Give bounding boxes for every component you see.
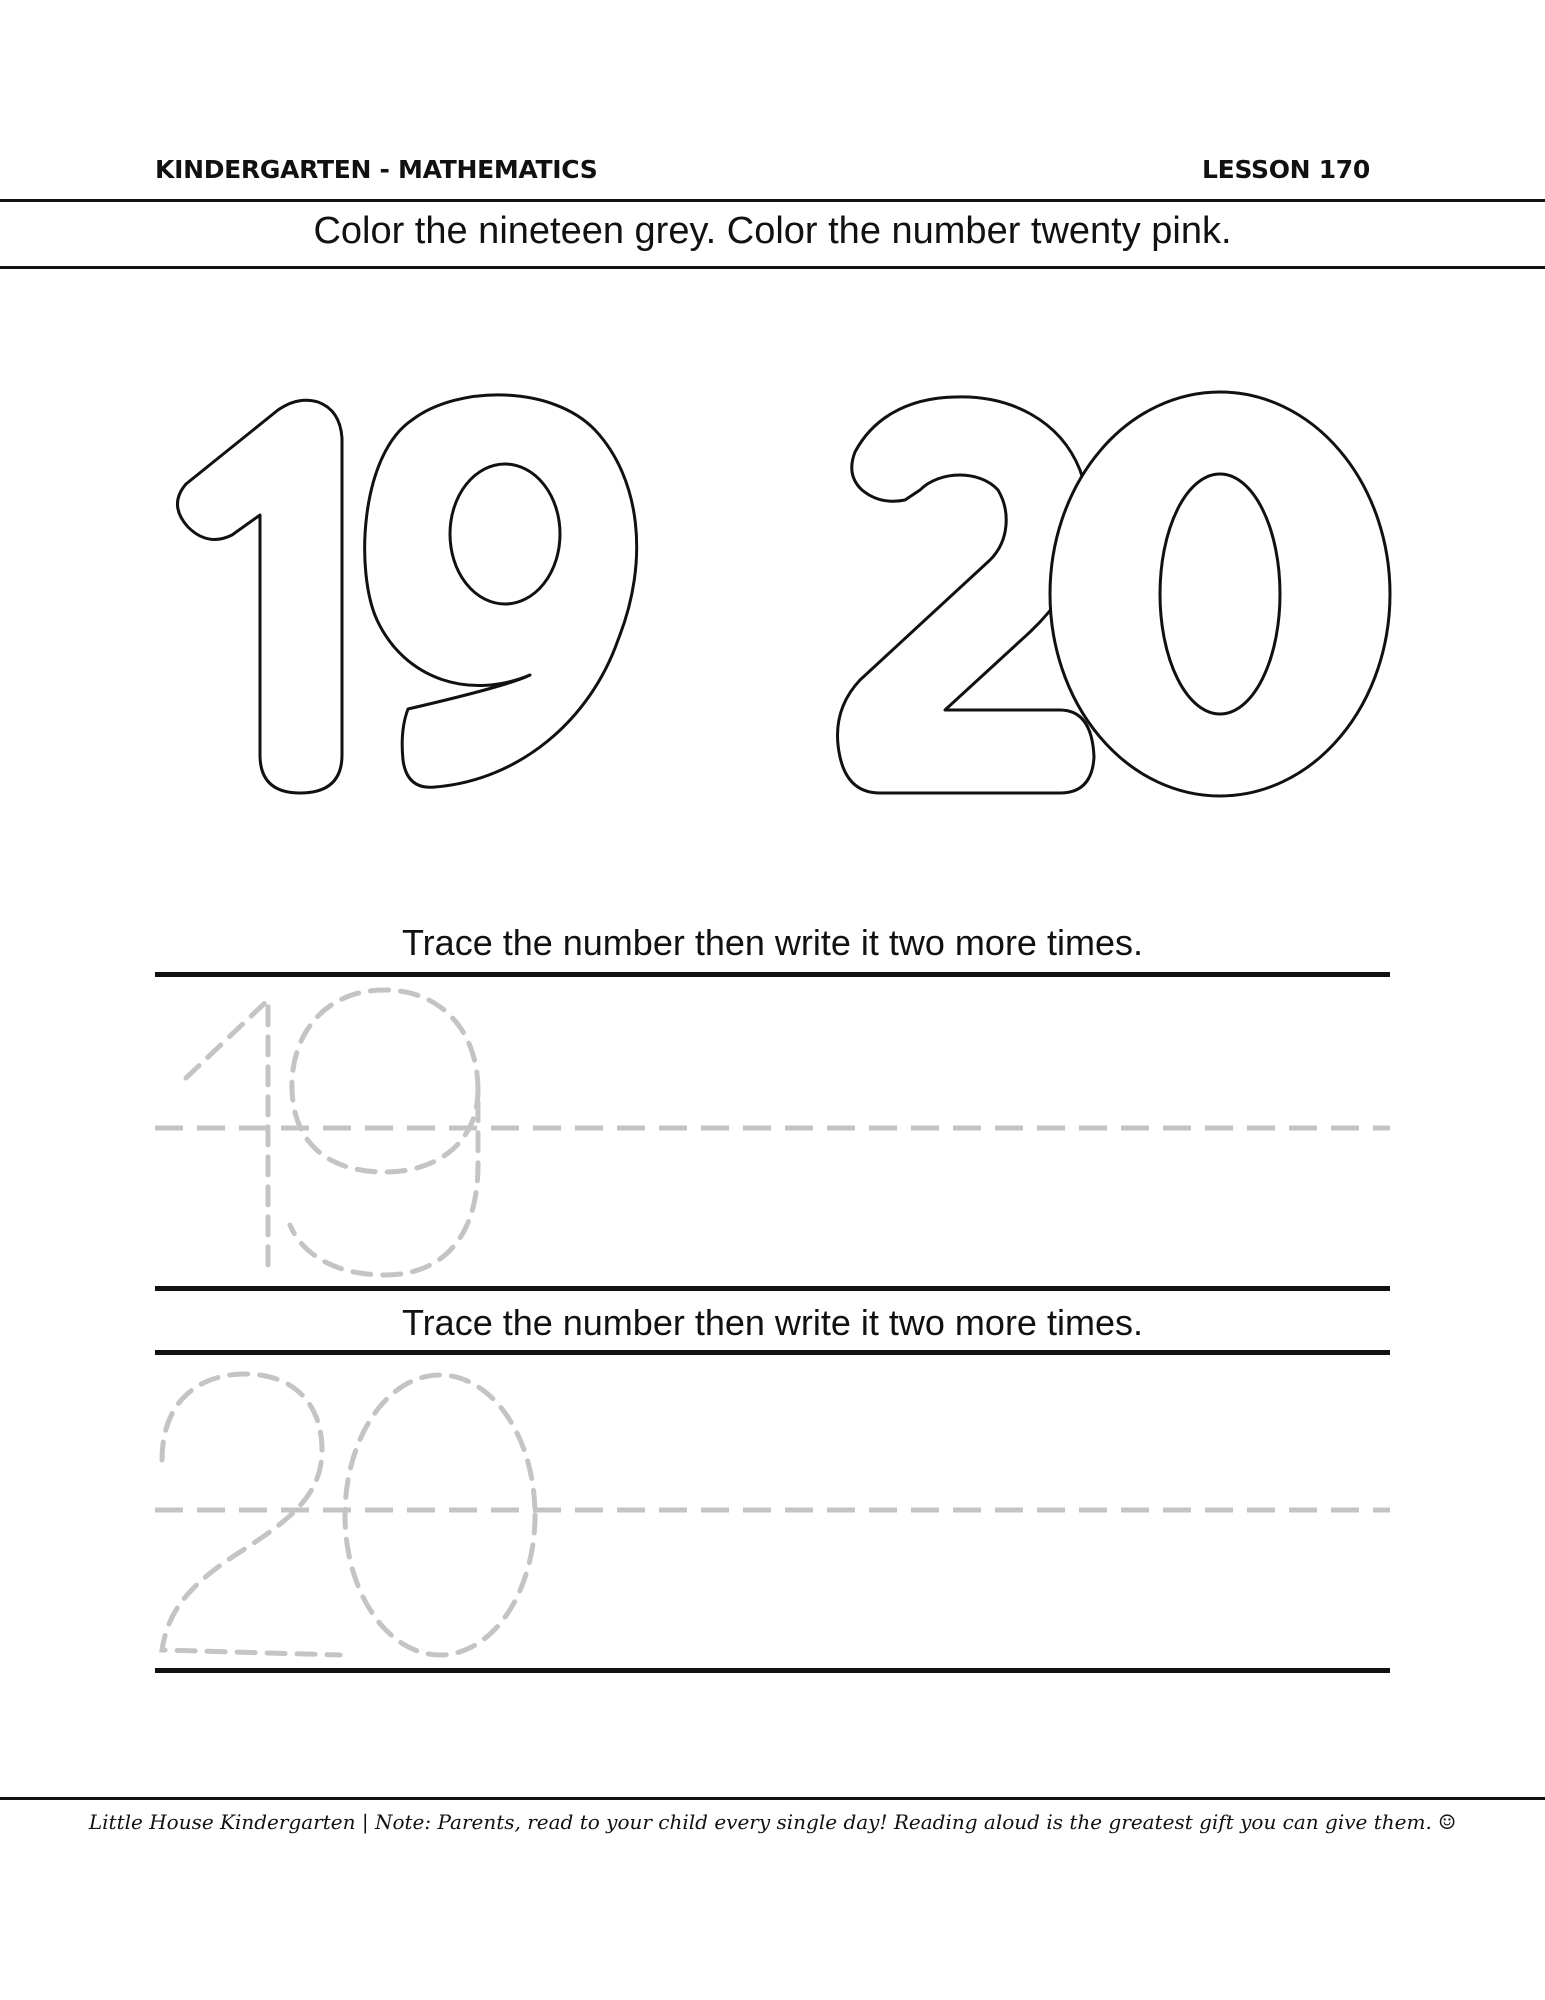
trace-section-20 bbox=[155, 1350, 1390, 1673]
outline-digit-one[interactable] bbox=[177, 400, 342, 793]
trace-digit-two[interactable] bbox=[162, 1374, 340, 1655]
outline-digit-zero-hole[interactable] bbox=[1160, 474, 1280, 714]
outline-number-19[interactable] bbox=[177, 392, 1390, 796]
trace-instruction-19: Trace the number then write it two more times. bbox=[402, 922, 1143, 963]
trace-bottom-line-19 bbox=[155, 1286, 1390, 1291]
trace-top-line-20 bbox=[155, 1350, 1390, 1355]
trace-top-line-19 bbox=[155, 972, 1390, 977]
outline-digit-nine-hole[interactable] bbox=[450, 464, 560, 604]
trace-number-19[interactable] bbox=[186, 990, 478, 1275]
trace-digit-nine[interactable] bbox=[290, 990, 478, 1275]
lesson-number: LESSON 170 bbox=[1202, 155, 1370, 184]
trace-digit-one[interactable] bbox=[186, 1000, 268, 1275]
coloring-instruction: Color the nineteen grey. Color the number twenty pink. bbox=[313, 210, 1232, 252]
trace-number-20[interactable] bbox=[162, 1374, 535, 1655]
footer-note: Little House Kindergarten | Note: Parents, read to your child every single day! Reading aloud is the greatest gift you can give them. ☺ bbox=[88, 1810, 1457, 1834]
trace-instruction-20: Trace the number then write it two more times. bbox=[402, 1302, 1143, 1343]
trace-digit-zero[interactable] bbox=[345, 1375, 535, 1655]
trace-bottom-line-20 bbox=[155, 1668, 1390, 1673]
trace-section-19 bbox=[155, 972, 1390, 1291]
footer-rule bbox=[0, 1797, 1545, 1800]
subject-heading: KINDERGARTEN - MATHEMATICS bbox=[155, 155, 598, 184]
